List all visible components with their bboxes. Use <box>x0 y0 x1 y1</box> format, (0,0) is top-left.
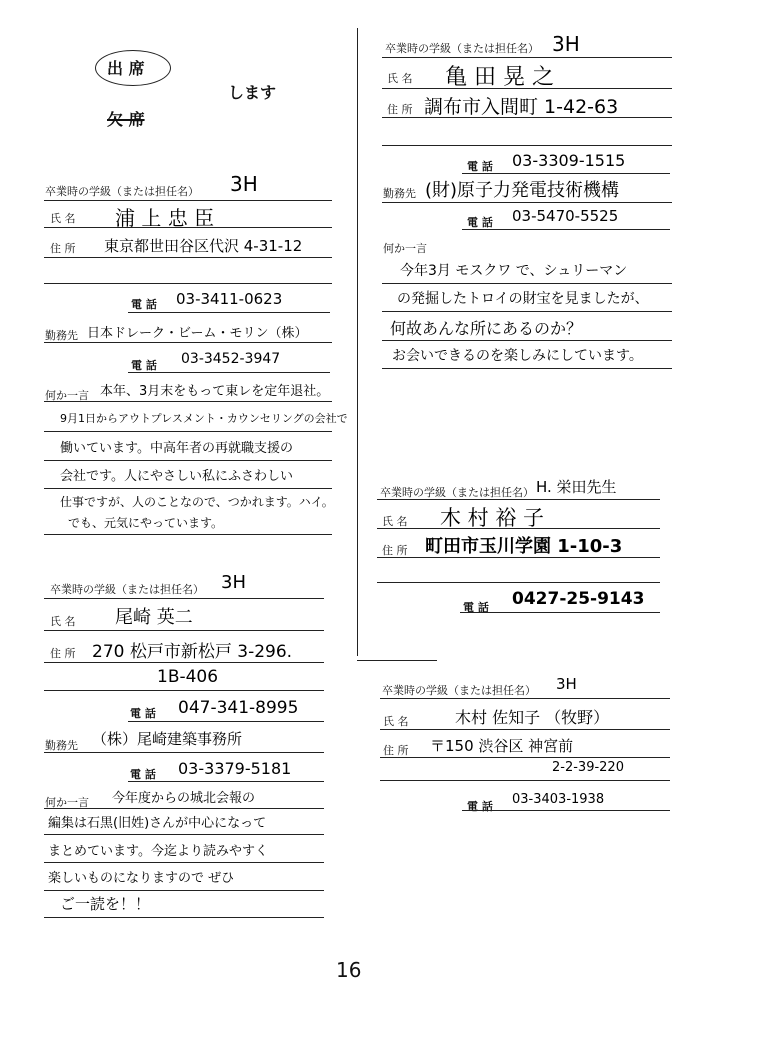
entry1-work-value: 日本ドレーク・ビーム・モリン（株） <box>87 326 308 341</box>
entry3-class-label: 卒業時の学級（または担任名） <box>50 583 204 596</box>
entry3-phone-line <box>128 721 324 722</box>
entry2-comment-rule-3 <box>382 340 672 341</box>
entry3-comment-rule-3 <box>44 862 324 863</box>
entry3-work-line <box>44 752 324 753</box>
entry3-work-phone-label: 電 話 <box>130 768 156 781</box>
entry2-address-label: 住 所 <box>387 103 413 116</box>
entry2-address-line <box>382 117 672 118</box>
entry5-phone-value: 03-3403-1938 <box>512 792 605 807</box>
entry3-phone-value: 047-341-8995 <box>178 698 299 718</box>
entry2-class-line <box>382 57 672 58</box>
entry1-class-line <box>44 200 332 201</box>
absent-label: 欠 席 <box>107 110 145 129</box>
entry2-name-value: 亀 田 晃 之 <box>445 65 554 90</box>
entry4-name-line <box>377 528 660 529</box>
entry3-comment-line-3: まとめています。今迄より読みやすく <box>48 844 268 859</box>
entry4-class-value: H. 栄田先生 <box>536 478 617 496</box>
entry5-class-line <box>380 698 670 699</box>
entry5-name-line <box>380 729 670 730</box>
entry1-name-label: 氏 名 <box>50 212 76 225</box>
entry1-phone-value: 03-3411-0623 <box>176 290 283 308</box>
entry2-address-value: 調布市入間町 1-42-63 <box>424 96 619 118</box>
entry4-address-label: 住 所 <box>382 544 408 557</box>
entry3-name-line <box>44 630 324 631</box>
entry3-name-label: 氏 名 <box>50 615 76 628</box>
entry2-work-phone-value: 03-5470-5525 <box>512 207 619 225</box>
entry4-phone-label: 電 話 <box>463 601 489 614</box>
entry1-phone-line <box>128 312 330 313</box>
attend-suffix: します <box>228 83 277 102</box>
entry3-work-phone-line <box>128 781 324 782</box>
entry3-class-line <box>44 598 324 599</box>
entry1-address-label: 住 所 <box>50 242 76 255</box>
entry1-comment-rule-3 <box>44 460 332 461</box>
entry1-address-value: 東京都世田谷区代沢 4-31-12 <box>104 237 303 255</box>
entry1-comment-line-1: 本年、3月末をもって東レを定年退社。 <box>100 384 330 399</box>
entry5-class-label: 卒業時の学級（または担任名） <box>382 684 536 697</box>
entry2-phone-line <box>462 173 670 174</box>
entry3-class-value: 3H <box>221 572 246 593</box>
entry3-work-value: （株）尾崎建築事務所 <box>92 730 243 748</box>
entry5-class-value: 3H <box>556 675 577 693</box>
entry3-comment-line-2: 編集は石黒(旧姓)さんが中心になって <box>48 816 267 831</box>
entry4-name-value: 木 村 裕 子 <box>440 506 545 530</box>
entry3-comment-rule-4 <box>44 890 324 891</box>
entry2-work-label: 勤務先 <box>383 187 416 200</box>
entry1-class-label: 卒業時の学級（または担任名） <box>45 185 199 198</box>
entry5-phone-label: 電 話 <box>467 800 493 813</box>
entry5-phone-line <box>462 810 670 811</box>
entry1-work-phone-value: 03-3452-3947 <box>181 351 281 367</box>
entry1-comment-rule-1 <box>44 401 332 402</box>
attend-label: 出 席 <box>107 59 145 78</box>
entry3-work-label: 勤務先 <box>45 739 78 752</box>
entry2-comment-rule-2 <box>382 311 672 312</box>
entry3-comment-line-1: 今年度からの城北会報の <box>112 791 256 806</box>
entry3-comment-line-4: 楽しいものになりますので ぜひ <box>48 871 235 886</box>
entry3-comment-rule-1 <box>44 808 324 809</box>
entry2-name-line <box>382 88 672 89</box>
entry5-address-value-2: 2-2-39-220 <box>552 760 624 775</box>
entry1-work-phone-line <box>128 372 330 373</box>
entry2-comment-rule-1 <box>382 283 672 284</box>
entry2-class-value: 3H <box>552 32 580 56</box>
entry4-address-line2 <box>377 582 660 583</box>
entry3-comment-rule-2 <box>44 834 324 835</box>
entry2-comment-line-2: の発掘したトロイの財宝を見ましたが、 <box>397 291 649 307</box>
entry2-comment-line-3: 何故あんな所にあるのか？ <box>390 319 583 338</box>
entry1-phone-label: 電 話 <box>131 298 157 311</box>
entry3-name-value: 尾崎 英二 <box>115 607 193 628</box>
entry1-comment-rule-4 <box>44 488 332 489</box>
entry2-comment-line-1: 今年3月 モスクワ で、シュリーマン <box>400 263 628 279</box>
entry3-comment-label: 何か一言 <box>45 796 89 809</box>
entry3-work-phone-value: 03-3379-5181 <box>178 759 292 778</box>
entry3-address-line2 <box>44 690 324 691</box>
entry1-comment-rule-2 <box>44 431 332 432</box>
entry2-work-phone-label: 電 話 <box>467 216 493 229</box>
entry4-class-label: 卒業時の学級（または担任名） <box>380 486 534 499</box>
entry1-comment-rule-5 <box>44 534 332 535</box>
entry4-phone-line <box>460 612 660 613</box>
entry2-comment-rule-4 <box>382 368 672 369</box>
entry4-name-label: 氏 名 <box>382 515 408 528</box>
entry2-class-label: 卒業時の学級（または担任名） <box>385 42 539 55</box>
entry3-comment-rule-5 <box>44 917 324 918</box>
entry3-address-label: 住 所 <box>50 647 76 660</box>
entry4-phone-value: 0427-25-9143 <box>512 589 645 609</box>
entry1-class-value: 3H <box>230 172 258 196</box>
entry3-address-value-2: 1B-406 <box>157 667 219 687</box>
entry1-comment-line-5: 仕事ですが、人のことなので、つかれます。ハイ。 <box>60 495 334 509</box>
entry2-work-phone-line <box>462 229 670 230</box>
entry5-name-value: 木村 佐知子 （牧野） <box>455 708 610 727</box>
entry1-comment-line-2: 9月1日からアウトプレスメント・カウンセリングの会社で <box>60 412 348 425</box>
entry2-comment-line-4: お会いできるのを楽しみにしています。 <box>392 348 643 364</box>
entry2-comment-label: 何か一言 <box>383 242 427 255</box>
entry5-address-line <box>380 757 670 758</box>
entry3-address-value-1: 270 松戸市新松戸 3-296. <box>92 642 293 662</box>
entry1-name-value: 浦 上 忠 臣 <box>115 206 215 230</box>
entry3-comment-line-5: ご一読を！！ <box>60 895 151 913</box>
entry4-address-line <box>377 557 660 558</box>
entry2-name-label: 氏 名 <box>387 72 413 85</box>
entry5-address-line2 <box>380 780 670 781</box>
entry4-address-value: 町田市玉川学園 1-10-3 <box>425 536 623 557</box>
entry1-work-phone-label: 電 話 <box>131 359 157 372</box>
entry1-name-line <box>44 227 332 228</box>
entry4-class-line <box>377 499 660 500</box>
entry5-address-label: 住 所 <box>383 744 409 757</box>
entry1-address-line2 <box>44 283 332 284</box>
entry3-phone-label: 電 話 <box>130 707 156 720</box>
entry5-address-value-1: 〒150 渋谷区 神宮前 <box>430 737 574 755</box>
entry1-comment-label: 何か一言 <box>45 389 89 402</box>
center-divider <box>357 28 358 656</box>
entry2-work-line <box>382 202 672 203</box>
entry1-work-line <box>44 342 332 343</box>
entry1-comment-line-4: 会社です。人にやさしい私にふさわしい <box>60 469 293 484</box>
page-number: 16 <box>336 958 362 982</box>
entry1-comment-line-3: 働いています。中高年者の再就職支援の <box>60 441 293 456</box>
entry2-address-line2 <box>382 145 672 146</box>
entry1-address-line <box>44 257 332 258</box>
entry2-phone-value: 03-3309-1515 <box>512 151 626 170</box>
entry4-bottom-divider <box>357 660 437 661</box>
entry1-work-label: 勤務先 <box>45 329 78 342</box>
entry5-name-label: 氏 名 <box>383 715 409 728</box>
entry2-work-value: (財)原子力発電技術機構 <box>425 180 620 201</box>
entry1-comment-line-6: でも、元気にやっています。 <box>68 516 224 530</box>
entry3-address-line <box>44 662 324 663</box>
entry2-phone-label: 電 話 <box>467 160 493 173</box>
